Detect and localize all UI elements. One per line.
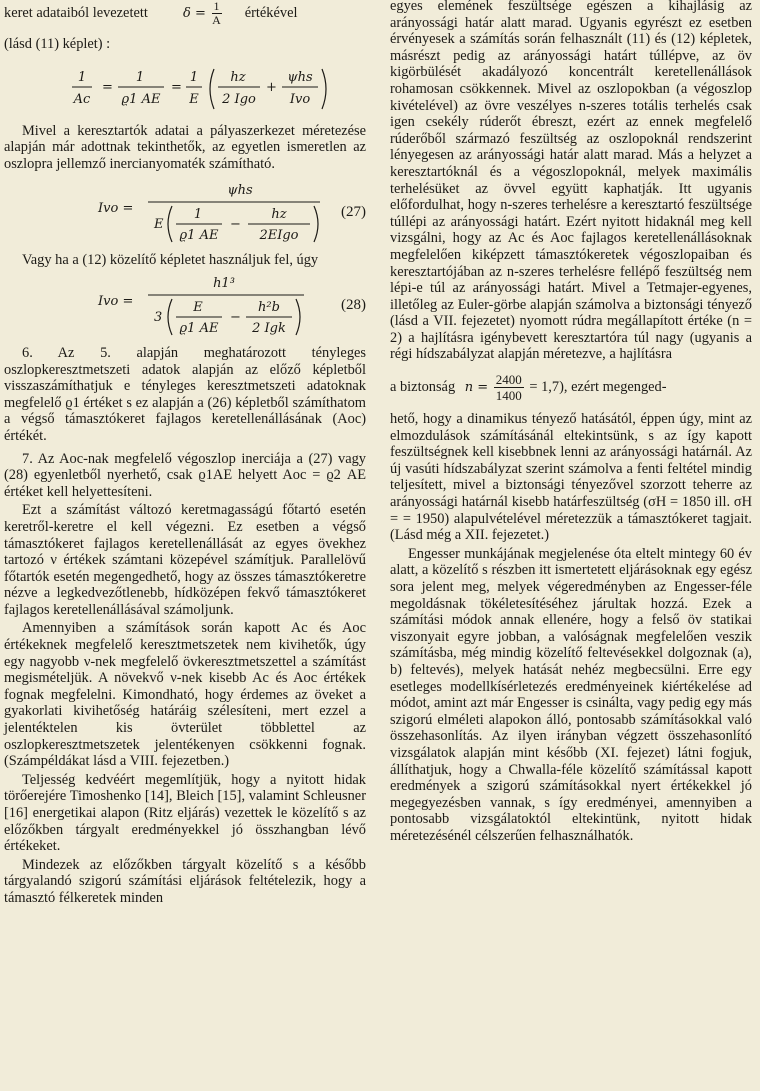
intro-fraction <box>212 0 222 27</box>
delta-symbol: δ = <box>183 5 206 21</box>
eq-a-t2-den: Ivo <box>289 91 311 107</box>
paragraph-cross-sections: Amennyiben a számítások során kapott Ac és Aoc értékeknek megfelelő keresztmetszetek nem kivihetők, úgy egy nagyobb ν-nek megfelelő övkeresztmetszettel a számítást megismételjük. A növekvő ν-nek kisebb Ac és Aoc értékek fognak megfelelni. Kimondható, hogy érdemes az öveket a gyakorlati kivihetőség határáig szélesíteni, mert ezzel a jelentéktelen kis övterület többlettel az oszlopkeresztmetszetek jelentékenyen csökkenni fognak. (Számpéldákat lásd a VIII. fejezetben.) <box>4 620 366 770</box>
fraction-denominator: A <box>212 13 221 27</box>
safety-n: n = <box>464 380 489 396</box>
right-column <box>390 0 752 845</box>
eq-a-lhs-num: 1 <box>77 69 87 85</box>
safety-text: a biztonság <box>390 379 456 396</box>
safety-denominator: 1400 <box>495 388 522 404</box>
paragraph-dynamic-factor: hető, hogy a dinamikus tényező hatásától, éppen úgy, mint az elmozdulások számításánál eltekintsünk, s az így kapott feszültségnek kell kisebbnek lenni az arányossági határnál. Az új vasúti hídszabályzat szerint számolva a fenti feltétel mindig teljesített, mivel a biztonsági tényezővel szorzott teherre az arányossági határnál kisebb határfeszültség (σH = 1850 ill. σH = = 1950) alapulvételével méretezzük a támasztókeret tagjait. (Lásd még a XII. fejezetet.) <box>390 411 752 544</box>
equation-a <box>4 63 366 117</box>
paragraph-proportionality: egyes elemének feszültsége egészen a kihajlásig az arányossági határ alatt marad. Ugyanis egyrészt ez esetben érvényesek a számítás során felhasznált (11) és (12) képletek, másrészt pedig az arányossági határt túllépve, az öv kigörbülését akadályozó koncentrált keretellenállások rohamosan csökkennek. Mivel az oszlopokban (a végoszlop kivételével) az övre veszélyes n-szeres totális terhelés csak igen csekély rúderőt ébreszt, ezért az ennek megfelelő rúderőből származó feszültség az oszlopoknál rendszerint lényegesen az arányossági határ alatt marad. Más a helyzet a keresztartóknál és a végoszlopoknál, melyek maximális terhelésüket az övvel együtt kaphatják. Itt ugyanis előfordulhat, hogy n-szeres terhelésre a keresztartó feszültsége túllépi az arányossági határt. Ezért nyitott hidaknál meg kell vizsgálni, hogy az Ac és Aoc fajlagos keretellenállásoknak megfelelően kiképzett támasztókeretek végoszlopaiban és keresztartójában az n-szeres terhelésre fellépő feszültség nem lépi-e túl az arányossági határt. Mivel a Tetmajer-egyenes, illetőleg az Euler-görbe alapján számolva a biztonsági tényező (lásd a VII. fejezetet) nyomott rúdra megállapított értéke (n = 2) a hajlításra igénybevett keresztartóra túl nagy (ugyanis a régi hídszabályzat alapján méretezve, a hajlításra <box>390 0 752 363</box>
paragraph-assumptions: Mindezek az előzőkben tárgyalt közelítő s a később tárgyalandó szigorú számítási eljárások feltételezik, hogy a támasztó félkeretek minden <box>4 856 366 906</box>
eq28-f2-den: 2 Igk <box>252 320 286 336</box>
equation-27-graphic <box>84 180 384 246</box>
eq27-f2-num: hz <box>271 207 287 223</box>
eq27-lhs: Ivo = <box>98 201 134 217</box>
safety-factor-line <box>390 369 752 405</box>
equation-28-graphic <box>84 273 384 339</box>
eq-a-rhs-den: E <box>189 91 199 107</box>
intro-reference: (lásd (11) képlet) : <box>4 36 111 52</box>
equation-a-graphic <box>24 63 344 117</box>
paragraph-engesser: Engesser munkájának megjelenése óta eltelt mintegy 60 év alatt, a közelítő s részben itt ismertetett eljárásoknak egy egész sora jelent meg, melyek végeredményben az Engesser-féle megoldásnak tökéletesítéséhez járultak hozzá. Ezek a számítási módok annak ellenére, hogy a felső öv statikai viszonyait egyre jobban, a valóságnak megfelelően veszik számításba, még mindig közelítő feltevésekkel dolgoznak (a), b) feltevés), melyek hatását nehéz megbecsülni. Erre egy esetleges modellkísérletezés eredményeinek kiértékelése ad módot, amint azt már Engesser is csinálta, vagy pedig egy más szigorú elméleti alapokon álló, pontosabb számításokkal való összehasonlítás. Az ilyen irányban végzett összehasonlító vizsgálatok alapján mint később (XI. fejezet) látni fogjuk, állíthatjuk, hogy a Chwalla-féle közelítő számítással kapott eredmények a szigorú számításokkal nyert értékekkel jó megegyezésben vannak, s így eredményei, amennyiben a pontosabb vizsgálatoktól eltekintünk, nyitott hidak méretezésénél célszerűen felhasználhatók. <box>390 545 752 844</box>
safety-numerator: 2400 <box>495 372 522 388</box>
eq28-den-pre: 3 <box>154 309 163 325</box>
eq-a-mid-num: 1 <box>135 69 145 85</box>
eq28-f1-den: ϱ1 AE <box>179 320 219 336</box>
eq27-f1-num: 1 <box>193 207 203 223</box>
svg-text:=: = <box>171 79 182 95</box>
eq-a-rhs-num: 1 <box>189 69 199 85</box>
eq28-minus: − <box>230 309 241 325</box>
left-column <box>4 0 366 907</box>
safety-tail: = 1,7), ezért megenged- <box>529 379 667 396</box>
svg-text:=: = <box>102 79 113 95</box>
equation-27 <box>4 180 366 246</box>
eq27-number: (27) <box>341 204 366 221</box>
paragraph-step-6: 6. Az 5. alapján meghatározott tényleges oszlopkeresztmetszeti adatok alapján az előző képletből visszaszámíthatjuk e tényleges keresztmetszeti adatoknak megfelelő ϱ1 értéket s ez alapján a (26) képletből számíthatom a végső támasztókeret fajlagos keretellenállásának (Aoc) értékét. <box>4 344 366 444</box>
eq-a-t1-den: 2 Igo <box>222 91 256 107</box>
eq-a-t2-num: ψhs <box>287 69 313 85</box>
paragraph-intro: Mivel a keresztartók adatai a pályaszerkezet méretezése alapján már adottnak tekinthetők, az egyetlen ismeretlen az oszlopra jellemző inercianyomaték számítható. <box>4 122 366 172</box>
eq27-num: ψhs <box>227 183 253 199</box>
svg-text:+: + <box>266 79 277 95</box>
eq28-lhs: Ivo = <box>98 293 134 309</box>
equation-28 <box>4 273 366 339</box>
eq28-f2-num: h²b <box>258 299 280 315</box>
eq-a-lhs-den: Ac <box>73 91 91 107</box>
eq28-num: h1³ <box>213 275 235 291</box>
safety-fraction <box>494 372 524 403</box>
fraction-numerator: 1 <box>213 0 220 13</box>
paragraph-varying-height: Ezt a számítást változó keretmagasságú főtartó esetén keretről-keretre el kell végezni. Ez esetben a végső támasztókeret fajlagos keretellenállását az egyes övekhez tartozó ν értékek számtani közepével számítjuk. Parallelövű főtartók esetén megengedhető, hogy az összes támasztókeretre nézve a legkedvezőtlenebb, hídközépen fekvő támasztókeret fajlagos keretellenállásával számoljunk. <box>4 502 366 618</box>
eq28-f1-num: E <box>193 299 203 315</box>
paragraph-references: Teljesség kedvéért megemlítjük, hogy a nyitott hidak törőerejére Timoshenko [14], Bleich [15], valamint Schleusner [16] energetikai alapon (Ritz eljárás) vezettek le közelítő s az előzőkben tárgyalt eredményekkel jó összhangban lévő értékeket. <box>4 771 366 855</box>
paragraph-step-7: 7. Az Aoc-nak megfelelő végoszlop inerciája a (27) vagy (28) egyenletből nyerhető, csak ϱ1AE helyett Aoc = ϱ2 AE értéket kell helyettesíteni. <box>4 450 366 500</box>
left-intro-line <box>4 0 366 34</box>
paragraph-approx: Vagy ha a (12) közelítő képletet használjuk fel, úgy <box>22 252 319 269</box>
eq27-f2-den: 2EIgo <box>259 228 299 244</box>
eq-a-mid-den: ϱ1 AE <box>121 91 161 107</box>
eq28-number: (28) <box>341 296 366 313</box>
eq27-den-pre: E <box>154 217 164 233</box>
eq27-f1-den: ϱ1 AE <box>179 228 219 244</box>
intro-tail: értékével <box>244 4 298 21</box>
intro-text: keret adataiból levezetett <box>4 4 148 21</box>
eq-a-t1-num: hz <box>230 69 246 85</box>
eq27-minus: − <box>230 217 241 233</box>
